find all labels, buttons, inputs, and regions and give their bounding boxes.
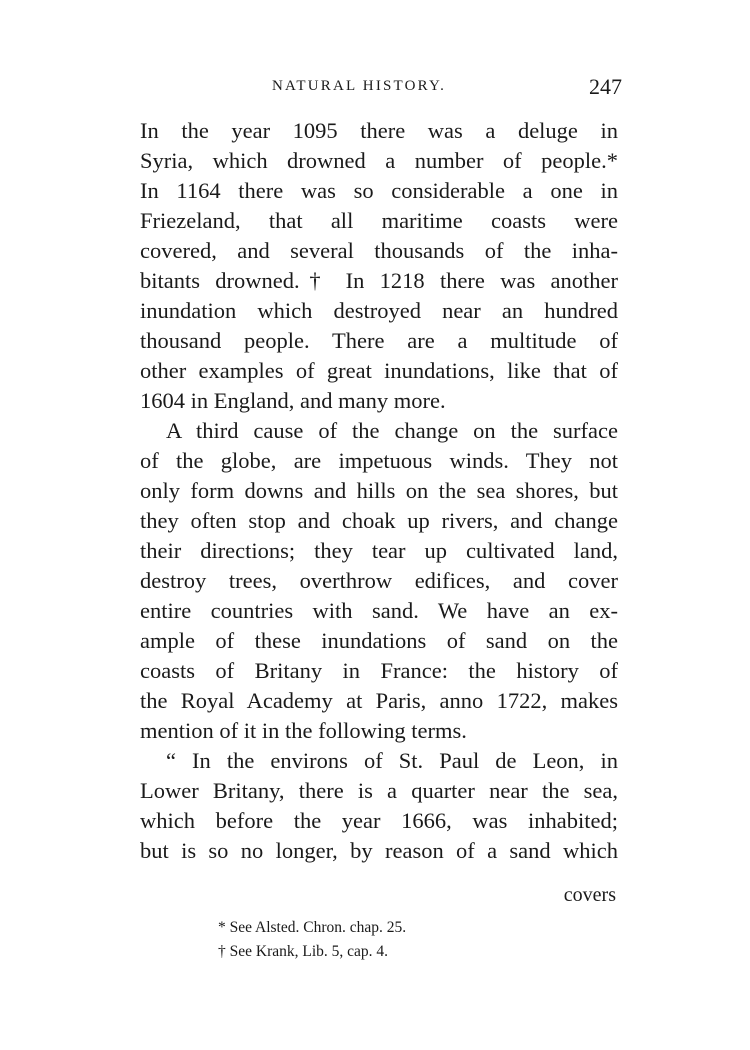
text-line: inundation which destroyed near an hundred — [140, 298, 618, 323]
text-line: Friezeland, that all maritime coasts were — [140, 208, 618, 233]
text-line: “ In the environs of St. Paul de Leon, in — [166, 748, 618, 773]
running-head: NATURAL HISTORY. — [272, 78, 447, 94]
text-line: 1604 in England, and many more. — [140, 388, 446, 413]
page-header — [140, 76, 622, 106]
body-text — [140, 116, 618, 866]
text-line: ample of these inundations of sand on the — [140, 628, 618, 653]
text-line: In 1164 there was so considerable a one in — [140, 178, 618, 203]
text-line: entire countries with sand. We have an ex- — [140, 598, 618, 623]
text-line: covered, and several thousands of the inha- — [140, 238, 618, 263]
footnote: † See Krank, Lib. 5, cap. 4. — [218, 943, 389, 960]
text-line: mention of it in the following terms. — [140, 718, 467, 743]
footnotes — [218, 916, 406, 964]
text-line: of the globe, are impetuous winds. They not — [140, 448, 618, 473]
text-line: coasts of Britany in France: the history of — [140, 658, 618, 683]
text-line: only form downs and hills on the sea shores, but — [140, 478, 618, 503]
catchword: covers — [563, 884, 616, 906]
text-line: bitants drowned.† In 1218 there was another — [140, 268, 618, 293]
text-line: In the year 1095 there was a deluge in — [140, 118, 618, 143]
text-line: they often stop and choak up rivers, and change — [140, 508, 618, 533]
text-line: A third cause of the change on the surface — [166, 418, 618, 443]
text-line: thousand people. There are a multitude of — [140, 328, 618, 353]
text-line: the Royal Academy at Paris, anno 1722, makes — [140, 688, 618, 713]
footnote: * See Alsted. Chron. chap. 25. — [218, 919, 407, 936]
text-line: which before the year 1666, was inhabited; — [140, 808, 618, 833]
text-line: Lower Britany, there is a quarter near the sea, — [140, 778, 618, 803]
text-line: destroy trees, overthrow edifices, and cover — [140, 568, 618, 593]
page-number: 247 — [589, 74, 622, 99]
text-line: but is so no longer, by reason of a sand which — [140, 838, 618, 863]
text-line: Syria, which drowned a number of people.* — [140, 148, 618, 173]
text-line: their directions; they tear up cultivated land, — [140, 538, 618, 563]
text-line: other examples of great inundations, like that of — [140, 358, 618, 383]
